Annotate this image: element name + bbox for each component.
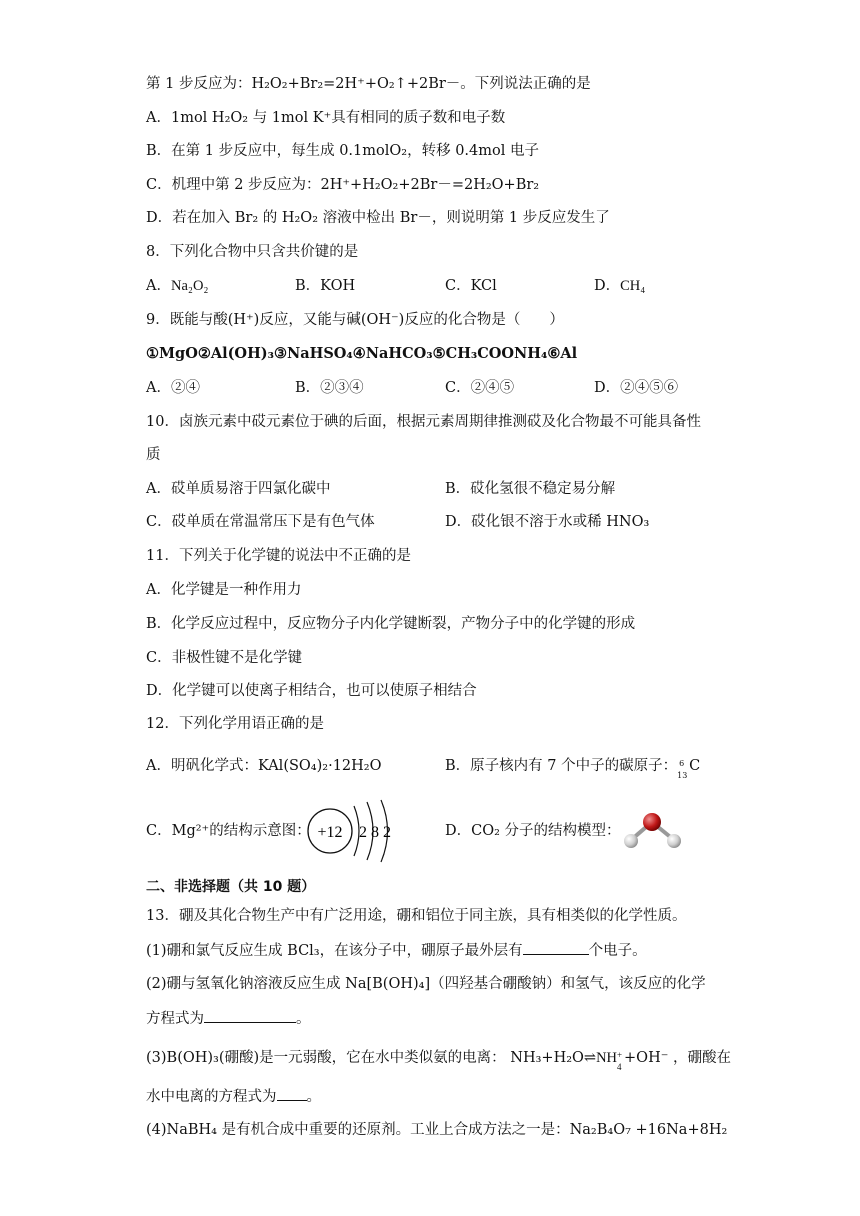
q12-option-c: C．Mg²⁺的结构示意图： [146, 823, 311, 839]
shell-electrons: 2 8 2 [359, 824, 391, 841]
isotope-notation: 6 13 [677, 759, 688, 780]
ammonium-ion: NH + 4 [596, 1050, 623, 1072]
q7-option-c: C．机理中第 2 步反应为：2H⁺+H₂O₂+2Br－=2H₂O+Br₂ [146, 177, 540, 193]
q10-stem: 10．卤族元素中砹元素位于碘的后面，根据元素周期律推测砹及化合物最不可能具备性 [146, 414, 701, 430]
nucleus-charge: +12 [317, 824, 343, 841]
q10-option-a: A．砹单质易溶于四氯化碳中 [146, 481, 331, 497]
q8-option-d: D．CH₄ [594, 278, 646, 294]
q10-option-b: B．砹化氢很不稳定易分解 [445, 481, 616, 497]
q8-option-b: B．KOH [295, 278, 356, 294]
molecule-model-image [618, 808, 688, 854]
q10-stem-cont: 质 [146, 447, 161, 463]
q9-compound-list: ①MgO②Al(OH)₃③NaHSO₄④NaHCO₃⑤CH₃COONH₄⑥Al [146, 345, 578, 362]
q13-part4: (4)NaBH₄ 是有机合成中重要的还原剂。工业上合成方法之一是：Na₂B₄O₇ +16Na+8H₂ [146, 1122, 728, 1138]
q13-stem: 13．硼及其化合物生产中有广泛用途，硼和铝位于同主族，具有相类似的化学性质。 [146, 908, 687, 924]
q9-option-c: C．②④⑤ [445, 380, 515, 396]
q13-part2-cont: 方程式为 。 [146, 1008, 311, 1029]
q12-stem: 12．下列化学用语正确的是 [146, 716, 324, 732]
q13-part1: (1)硼和氯气反应生成 BCl₃，在该分子中，硼原子最外层有 个电子。 [146, 940, 647, 961]
q10-option-c: C．砹单质在常温常压下是有色气体 [146, 514, 375, 530]
q9-option-a: A．②④ [146, 380, 200, 396]
q13-part3: (3)B(OH)₃(硼酸)是一元弱酸，它在水中类似氨的电离： NH₃+H₂O⇌NH + 4 +OH⁻ ，硼酸在 [146, 1050, 731, 1072]
q8-stem: 8．下列化合物中只含共价键的是 [146, 244, 359, 260]
q12-option-d: D．CO₂ 分子的结构模型： [445, 823, 621, 839]
section-heading: 二、非选择题（共 10 题） [146, 879, 316, 895]
q8-option-c: C．KCl [445, 278, 497, 294]
q11-option-b: B．化学反应过程中，反应物分子内化学键断裂，产物分子中的化学键的形成 [146, 616, 636, 632]
answer-blank[interactable] [204, 1008, 296, 1023]
q11-stem: 11．下列关于化学键的说法中不正确的是 [146, 548, 411, 564]
q12-option-a: A．明矾化学式：KAl(SO₄)₂·12H₂O [146, 758, 382, 774]
q11-option-d: D．化学键可以使离子相结合，也可以使原子相结合 [146, 683, 477, 699]
mg-ion-structure-diagram [304, 796, 414, 866]
q7-option-a: A．1mol H₂O₂ 与 1mol K⁺具有相同的质子数和电子数 [146, 110, 506, 126]
q8-option-a: A．Na₂O₂ [146, 278, 209, 294]
q13-part2: (2)硼与氢氧化钠溶液反应生成 Na[B(OH)₄]（四羟基合硼酸钠）和氢气，该反应的化学 [146, 976, 706, 992]
q13-part3-cont: 水中电离的方程式为 。 [146, 1086, 321, 1107]
q9-stem: 9．既能与酸(H⁺)反应，又能与碱(OH⁻)反应的化合物是（ ） [146, 312, 564, 328]
q7-stem-end: 第 1 步反应为：H₂O₂+Br₂=2H⁺+O₂↑+2Br－。下列说法正确的是 [146, 76, 591, 92]
answer-blank[interactable] [523, 940, 589, 955]
q9-option-b: B．②③④ [295, 380, 364, 396]
q10-option-d: D．砹化银不溶于水或稀 HNO₃ [445, 514, 650, 530]
q9-option-d: D．②④⑤⑥ [594, 380, 679, 396]
q7-option-d: D．若在加入 Br₂ 的 H₂O₂ 溶液中检出 Br－，则说明第 1 步反应发生了 [146, 210, 610, 226]
q12-option-b: B．原子核内有 7 个中子的碳原子： 6 13 C [445, 758, 701, 780]
q11-option-c: C．非极性键不是化学键 [146, 650, 303, 666]
answer-blank[interactable] [277, 1086, 307, 1101]
q11-option-a: A．化学键是一种作用力 [146, 582, 302, 598]
q7-option-b: B．在第 1 步反应中，每生成 0.1molO₂，转移 0.4mol 电子 [146, 143, 539, 159]
